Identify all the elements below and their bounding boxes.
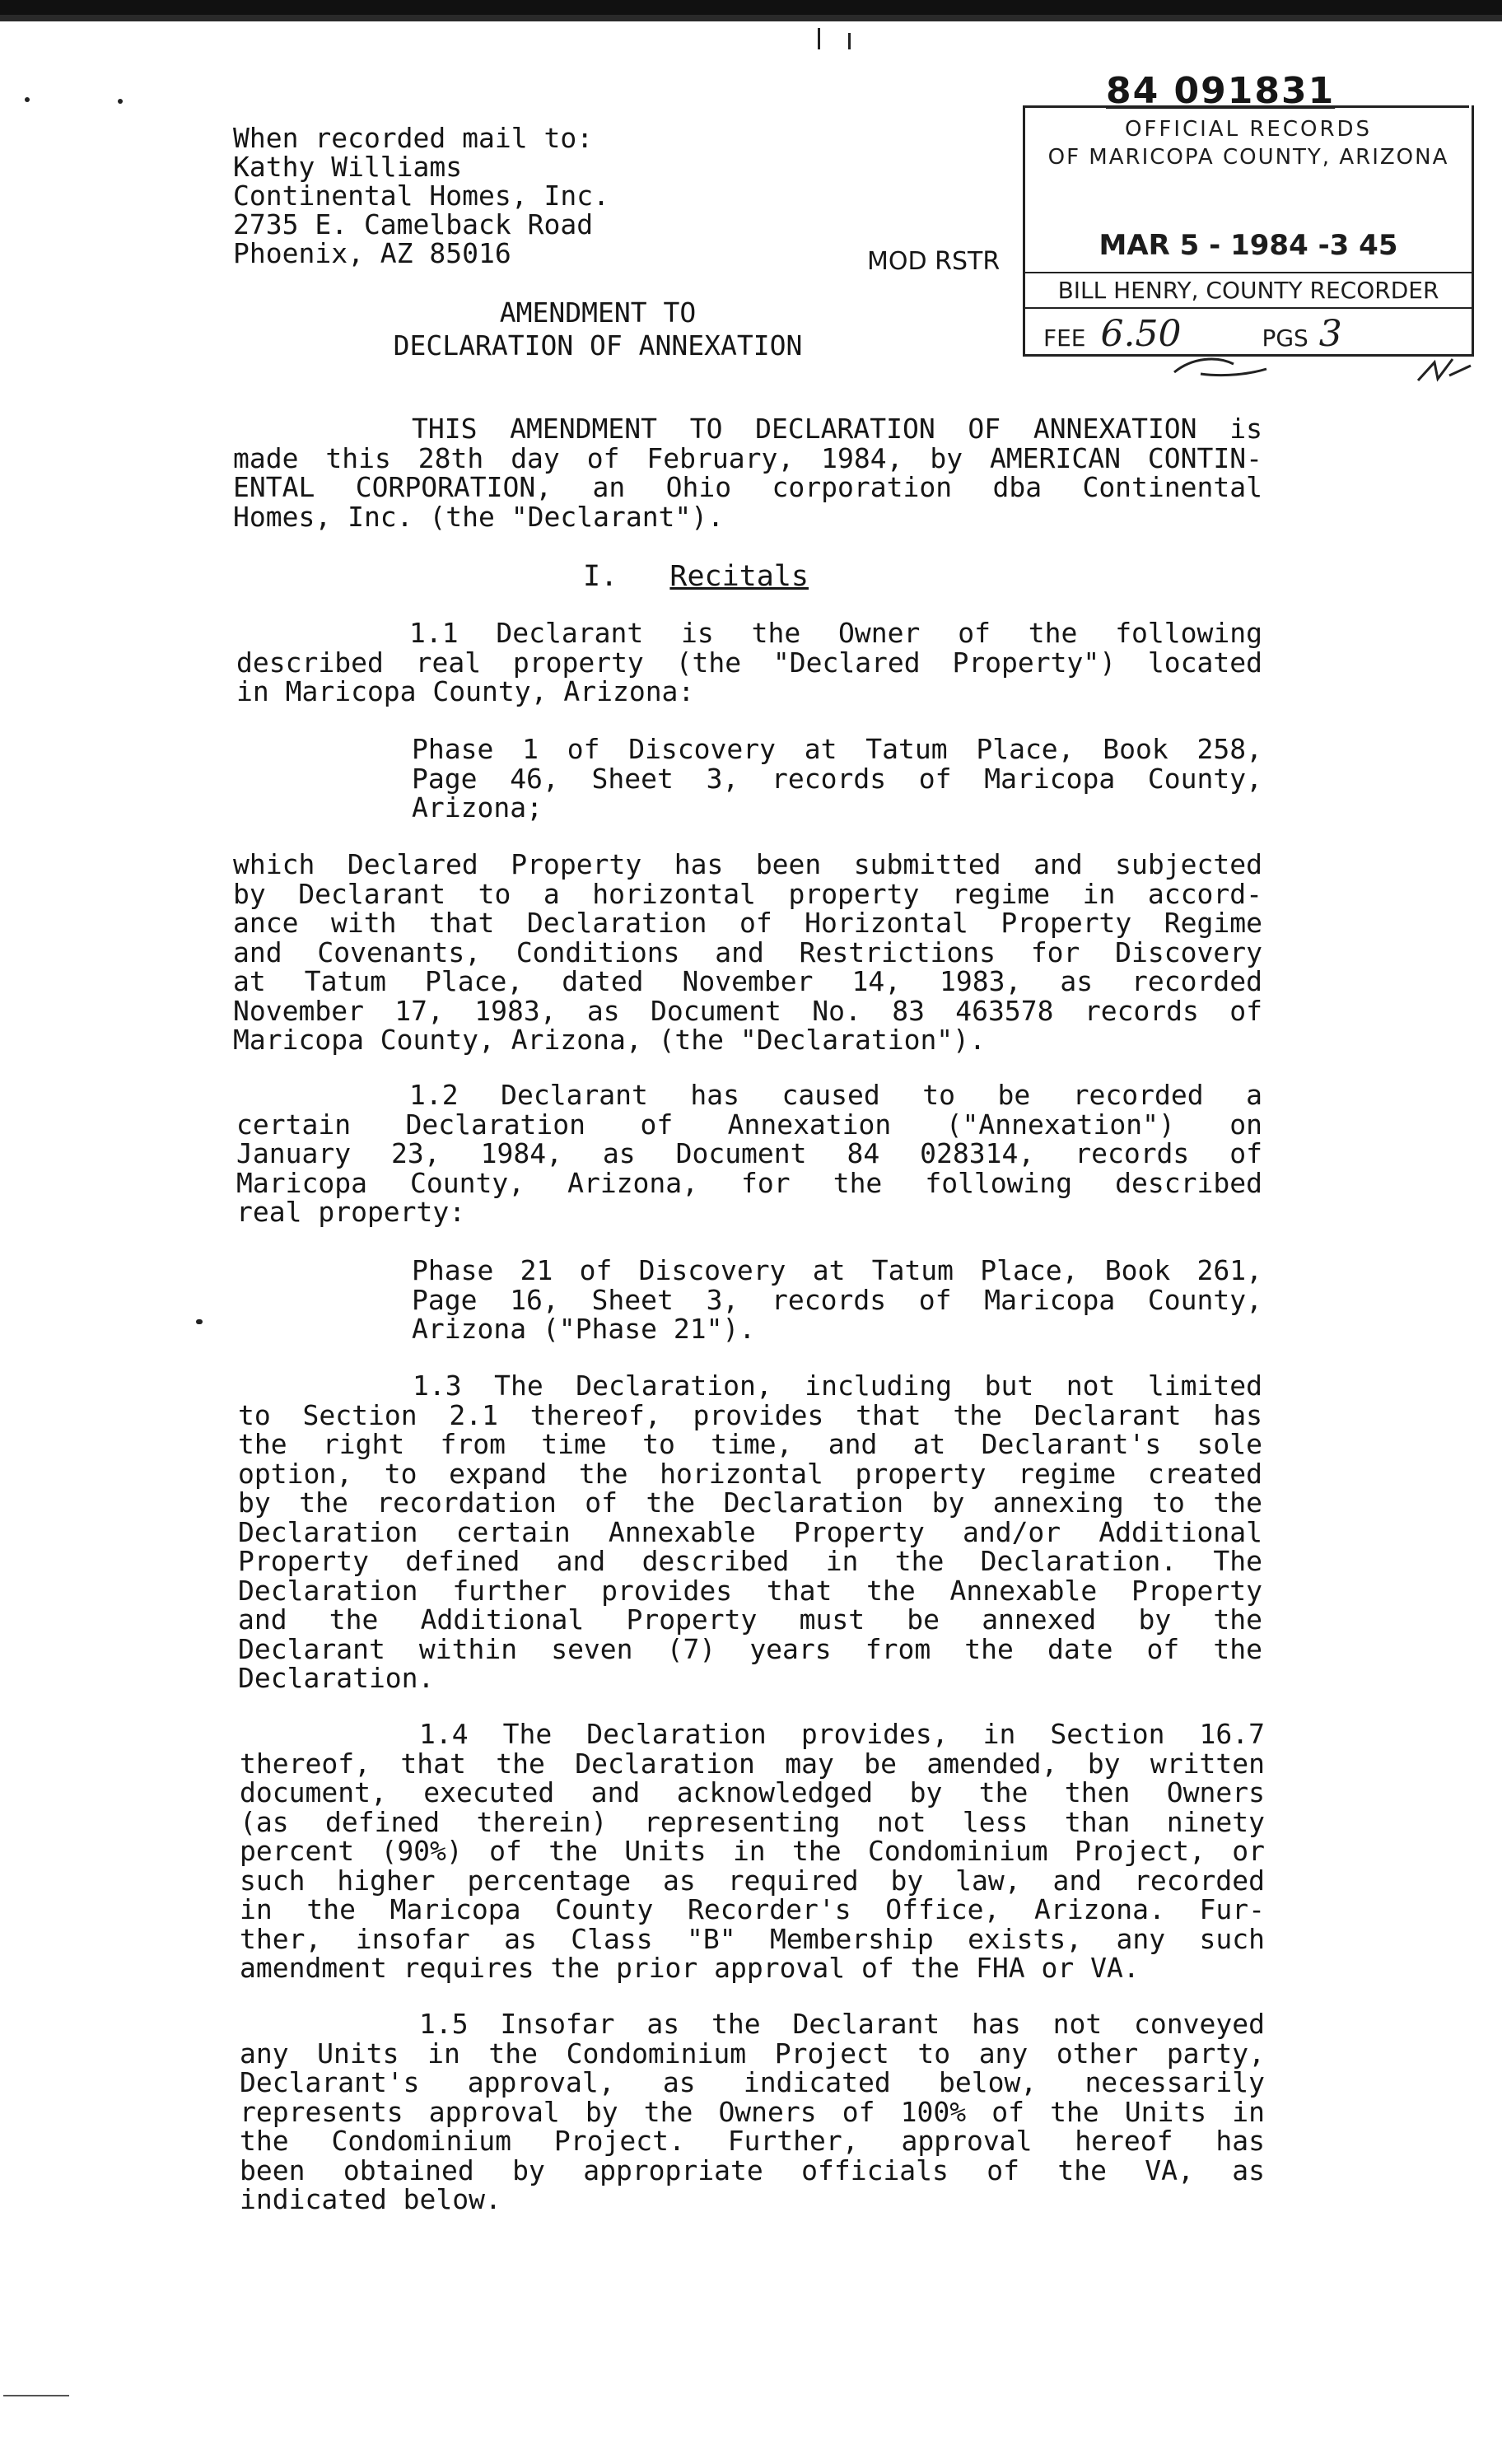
fee-value: 6.50 bbox=[1100, 313, 1182, 355]
paragraph-line: Arizona ("Phase 21"). bbox=[412, 1313, 756, 1345]
paragraph-line: January 23, 1984, as Document 84 028314, records of bbox=[236, 1137, 1262, 1169]
document-title-line: AMENDMENT TO bbox=[499, 296, 697, 329]
document-title-line: DECLARATION OF ANNEXATION bbox=[393, 329, 803, 362]
paragraph-line: document, executed and acknowledged by the then Owners bbox=[240, 1776, 1265, 1808]
paragraph-line: ance with that Declaration of Horizontal Property Regime bbox=[233, 907, 1262, 939]
section-heading bbox=[0, 560, 1392, 593]
paragraph-1-5 bbox=[240, 2009, 1265, 2214]
scan-edge-mark bbox=[3, 2395, 69, 2396]
paragraph-line: at Tatum Place, dated November 14, 1983, as recorded bbox=[233, 965, 1262, 997]
paragraph-line: represents approval by the Owners of 100% of the Units in bbox=[240, 2095, 1265, 2128]
paragraph-line: ENTAL CORPORATION, an Ohio corporation dba Continental bbox=[233, 471, 1262, 503]
paragraph-1-1-continued bbox=[233, 850, 1262, 1055]
scan-mark bbox=[848, 33, 851, 49]
section-number: I. bbox=[583, 560, 618, 593]
paragraph-line: in the Maricopa County Recorder's Office, Arizona. Fur- bbox=[240, 1893, 1265, 1925]
paragraph-line: the right from time to time, and at Declarant's sole bbox=[238, 1428, 1262, 1460]
scan-speck bbox=[118, 99, 123, 104]
paragraph-line: thereof, that the Declaration may be amended, by written bbox=[240, 1747, 1265, 1780]
paragraph-line: and the Additional Property must be annexed by the bbox=[238, 1603, 1262, 1636]
initials-scribble-mark bbox=[1413, 351, 1479, 387]
section-title: Recitals bbox=[669, 560, 809, 593]
paragraph-line: by the recordation of the Declaration by annexing to the bbox=[238, 1486, 1262, 1519]
paragraph-line: Page 16, Sheet 3, records of Maricopa County, bbox=[412, 1283, 1262, 1316]
paragraph-line: such higher percentage as required by law, and recorded bbox=[240, 1864, 1265, 1897]
pages-value: 3 bbox=[1318, 313, 1342, 355]
paragraph-line: percent (90%) of the Units in the Condominium Project, or bbox=[240, 1835, 1265, 1867]
paragraph-line: (as defined therein) representing not less than ninety bbox=[240, 1805, 1265, 1838]
paragraph-line: Declaration certain Annexable Property and/or Additional bbox=[238, 1515, 1262, 1548]
recording-document-number: 84 091831 bbox=[1106, 70, 1336, 112]
stamp-county: OF MARICOPA COUNTY, ARIZONA bbox=[1047, 145, 1449, 170]
paragraph-line: 1.3 The Declaration, including but not limited bbox=[413, 1370, 1262, 1402]
paragraph-line: Page 46, Sheet 3, records of Maricopa County, bbox=[412, 762, 1262, 795]
paragraph-line: Maricopa County, Arizona, (the "Declaration"). bbox=[233, 1024, 986, 1056]
paragraph-line: amendment requires the prior approval of the FHA or VA. bbox=[240, 1952, 1140, 1984]
scan-edge-bar bbox=[0, 0, 1502, 28]
paragraph-line: to Section 2.1 thereof, provides that the Declarant has bbox=[238, 1398, 1262, 1431]
mail-to-line: Kathy Williams bbox=[233, 151, 463, 183]
paragraph-1-4 bbox=[240, 1720, 1265, 1983]
paragraph-1-2 bbox=[236, 1080, 1262, 1227]
mod-rstr-stamp: MOD RSTR bbox=[867, 247, 1001, 276]
paragraph-line: 1.1 Declarant is the Owner of the following bbox=[409, 617, 1262, 649]
paragraph-line: any Units in the Condominium Project to any other party, bbox=[240, 2037, 1265, 2070]
paragraph-line: Homes, Inc. (the "Declarant"). bbox=[233, 500, 725, 533]
mail-to-block bbox=[233, 124, 609, 268]
paragraph-line: 1.4 The Declaration provides, in Section 16.7 bbox=[419, 1718, 1265, 1750]
document-title bbox=[0, 296, 1196, 362]
scan-mark bbox=[818, 28, 820, 49]
paragraph-1-2-legal-description bbox=[412, 1256, 1262, 1344]
stamp-recorder: BILL HENRY, COUNTY RECORDER bbox=[1025, 272, 1472, 309]
mail-to-line: When recorded mail to: bbox=[233, 122, 594, 154]
paragraph-line: and Covenants, Conditions and Restrictions for Discovery bbox=[233, 936, 1262, 968]
paragraph-line: in Maricopa County, Arizona: bbox=[236, 675, 695, 707]
paragraph-line: real property: bbox=[236, 1196, 466, 1228]
mail-to-line: 2735 E. Camelback Road bbox=[233, 208, 594, 240]
paragraph-line: Declarant within seven (7) years from the date of the bbox=[238, 1632, 1262, 1665]
paragraph-line: Phase 1 of Discovery at Tatum Place, Book 258, bbox=[412, 733, 1262, 765]
paragraph-line: by Declarant to a horizontal property regime in accord- bbox=[233, 877, 1262, 910]
paragraph-line: described real property (the "Declared Property") located bbox=[236, 646, 1262, 679]
stamp-official-records: OFFICIAL RECORDS bbox=[1124, 117, 1373, 142]
paragraph-line: indicated below. bbox=[240, 2183, 501, 2215]
mail-to-line: Continental Homes, Inc. bbox=[233, 180, 609, 212]
paragraph-line: Phase 21 of Discovery at Tatum Place, Book 261, bbox=[412, 1254, 1262, 1286]
paragraph-line: THIS AMENDMENT TO DECLARATION OF ANNEXATION is bbox=[412, 413, 1262, 445]
paragraph-line: option, to expand the horizontal property regime created bbox=[238, 1457, 1262, 1490]
paragraph-1-3 bbox=[238, 1371, 1262, 1693]
paragraph-line: November 17, 1983, as Document No. 83 463578 records of bbox=[233, 994, 1262, 1027]
scan-speck bbox=[196, 1319, 203, 1324]
fee-label: FEE bbox=[1043, 324, 1086, 352]
paragraph-line: Declarant's approval, as indicated below, necessarily bbox=[240, 2066, 1265, 2098]
paragraph-line: 1.2 Declarant has caused to be recorded a bbox=[409, 1079, 1262, 1111]
paragraph-1-1-legal-description bbox=[412, 735, 1262, 823]
paragraph-1-1 bbox=[236, 618, 1262, 707]
paragraph-line: Maricopa County, Arizona, for the following described bbox=[236, 1166, 1262, 1199]
paragraph-line: certain Declaration of Annexation ("Annexation") on bbox=[236, 1108, 1262, 1141]
paragraph-line: made this 28th day of February, 1984, by AMERICAN CONTIN- bbox=[233, 441, 1262, 474]
paragraph-line: the Condominium Project. Further, approval hereof has bbox=[240, 2125, 1265, 2157]
paragraph-line: Declaration. bbox=[238, 1662, 435, 1694]
pages-label: PGS bbox=[1262, 324, 1308, 352]
intro-paragraph bbox=[233, 414, 1262, 531]
paragraph-line: ther, insofar as Class "B" Membership exists, any such bbox=[240, 1922, 1265, 1955]
paragraph-line: which Declared Property has been submitted and subjected bbox=[233, 848, 1262, 880]
scan-speck bbox=[25, 97, 30, 102]
paragraph-line: Arizona; bbox=[412, 791, 543, 824]
paragraph-line: Declaration further provides that the Annexable Property bbox=[238, 1574, 1262, 1607]
paragraph-line: 1.5 Insofar as the Declarant has not conveyed bbox=[419, 2008, 1265, 2040]
stamp-date-time: MAR 5 - 1984 -3 45 bbox=[1099, 229, 1398, 262]
mail-to-line: Phoenix, AZ 85016 bbox=[233, 237, 511, 269]
paragraph-line: been obtained by appropriate officials of the VA, as bbox=[240, 2154, 1265, 2186]
paragraph-line: Property defined and described in the Declaration. The bbox=[238, 1545, 1262, 1577]
